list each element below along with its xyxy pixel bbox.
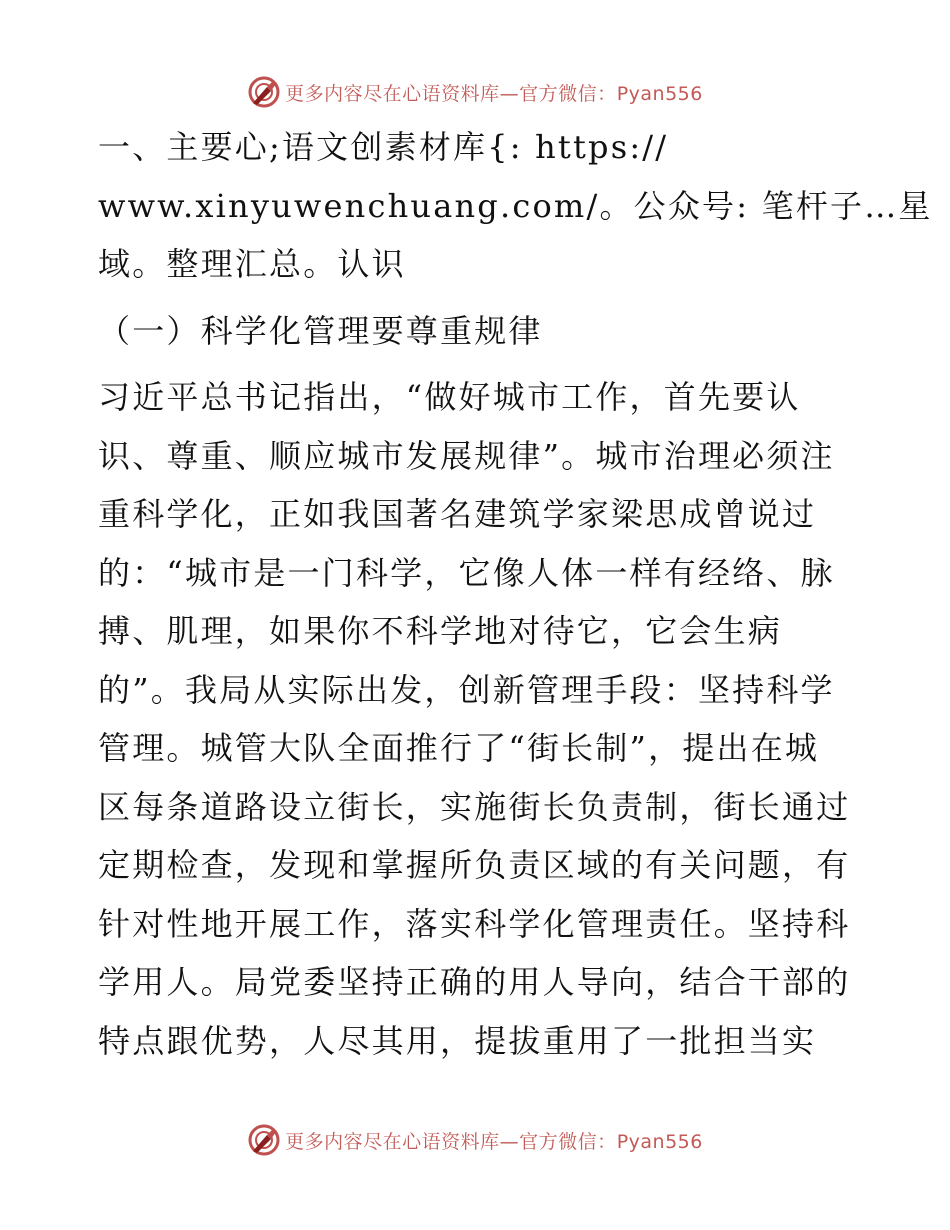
watermark-dash: — — [499, 82, 520, 105]
heading-line: 域。整理汇总。认识 — [98, 245, 406, 283]
body-line: 习近平总书记指出，“做好城市工作，首先要认 — [98, 378, 801, 416]
body-line: 搏、肌理，如果你不科学地对待它，它会生病 — [98, 612, 783, 650]
heading-line: www.xinyuwenchuang.com/。公众号: 笔杆子…星 — [98, 186, 933, 225]
watermark-text — [285, 79, 703, 106]
pen-logo-icon — [247, 1123, 281, 1157]
watermark-id: Pyan556 — [616, 1130, 703, 1153]
body-line: 定期检查，发现和掌握所负责区域的有关问题，有 — [98, 846, 851, 884]
document-body — [98, 118, 933, 1070]
watermark-channel: 官方微信 — [519, 1130, 598, 1153]
watermark-text — [285, 1127, 703, 1154]
body-line: 的”。我局从实际出发，创新管理手段：坚持科学 — [98, 670, 835, 709]
watermark-brand: 更多内容尽在心语资料库 — [285, 1130, 500, 1153]
body-line: 的：“城市是一门科学，它像人体一样有经络、脉 — [98, 553, 835, 592]
body-line: 管理。城管大队全面推行了“街长制”，提出在城 — [98, 729, 820, 767]
body-line: 针对性地开展工作，落实科学化管理责任。坚持科 — [98, 904, 851, 943]
footer-watermark — [0, 1120, 950, 1160]
watermark-colon: ： — [597, 82, 617, 105]
watermark-dash: — — [499, 1130, 520, 1153]
header-watermark — [0, 72, 950, 112]
body-paragraph — [98, 368, 850, 1070]
body-line: 学用人。局党委坚持正确的用人导向，结合干部的 — [98, 963, 851, 1001]
body-line: 重科学化，正如我国著名建筑学家梁思成曾说过 — [98, 495, 817, 533]
section-heading — [98, 118, 933, 294]
watermark-brand: 更多内容尽在心语资料库 — [285, 82, 500, 105]
watermark-colon: ： — [597, 1130, 617, 1153]
pen-logo-icon — [247, 75, 281, 109]
subheading — [98, 302, 850, 361]
body-line: 识、尊重、顺应城市发展规律”。城市治理必须注 — [98, 436, 835, 475]
watermark-channel: 官方微信 — [519, 82, 598, 105]
watermark-id: Pyan556 — [616, 82, 703, 105]
heading-line: 一、主要心;语文创素材库{: https:// — [98, 128, 669, 166]
body-line: 特点跟优势，人尽其用，提拔重用了一批担当实 — [98, 1021, 817, 1060]
subheading-line: （一）科学化管理要尊重规律 — [98, 311, 543, 350]
body-line: 区每条道路设立街长，实施街长负责制，街长通过 — [98, 787, 851, 826]
